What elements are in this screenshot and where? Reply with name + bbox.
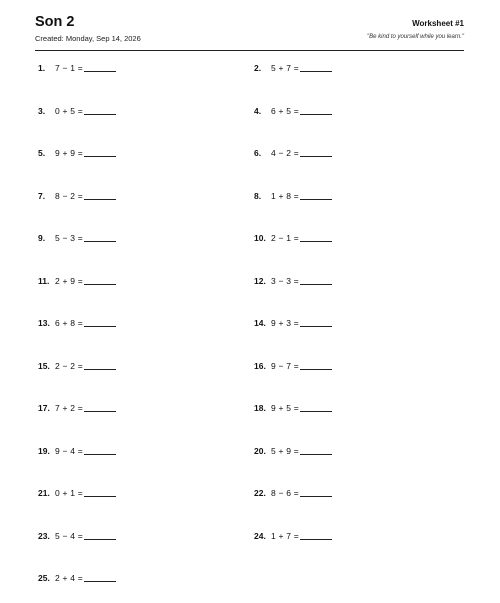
- problem-number: 4.: [254, 105, 262, 116]
- answer-blank: [300, 454, 332, 455]
- problem-number: 10.: [254, 233, 266, 243]
- problem-expression: 7 + 2 =: [55, 403, 83, 413]
- answer-blank: [300, 539, 332, 540]
- problem-item: [38, 488, 116, 498]
- worksheet-quote: "Be kind to yourself while you learn.": [367, 34, 464, 40]
- problem-item: [38, 318, 116, 328]
- problem-item: [38, 403, 116, 413]
- answer-blank: [300, 71, 332, 72]
- answer-blank: [300, 496, 332, 497]
- problem-expression: 5 + 9 =: [271, 445, 299, 456]
- problem-expression: 2 + 9 =: [55, 275, 83, 286]
- answer-blank: [84, 156, 116, 157]
- problem-number: 3.: [38, 105, 46, 116]
- problem-expression: 5 − 4 =: [55, 530, 83, 541]
- answer-blank: [84, 454, 116, 455]
- problem-number: 23.: [38, 530, 50, 541]
- problem-item: [254, 63, 332, 73]
- problem-expression: 2 − 2 =: [55, 360, 83, 371]
- problem-item: [38, 106, 116, 116]
- answer-blank: [84, 411, 116, 412]
- problem-expression: 0 + 1 =: [55, 488, 83, 498]
- answer-blank: [84, 496, 116, 497]
- answer-blank: [300, 199, 332, 200]
- problem-number: 16.: [254, 360, 266, 371]
- problem-number: 17.: [38, 403, 50, 413]
- problem-expression: 1 + 7 =: [271, 530, 299, 541]
- problem-number: 13.: [38, 318, 50, 328]
- problem-expression: 3 − 3 =: [271, 275, 299, 286]
- page-title: Son 2: [35, 14, 75, 30]
- answer-blank: [84, 284, 116, 285]
- answer-blank: [300, 156, 332, 157]
- problem-item: [254, 276, 332, 286]
- answer-blank: [300, 241, 332, 242]
- problem-item: [254, 191, 332, 201]
- problem-number: 14.: [254, 318, 266, 328]
- problem-expression: 8 − 2 =: [55, 190, 83, 201]
- problem-expression: 9 − 4 =: [55, 445, 83, 456]
- problem-expression: 7 − 1 =: [55, 63, 83, 73]
- problem-expression: 2 + 4 =: [55, 573, 83, 583]
- problem-item: [254, 446, 332, 456]
- problem-expression: 9 + 3 =: [271, 318, 299, 328]
- problem-number: 6.: [254, 148, 262, 158]
- problem-item: [254, 403, 332, 413]
- answer-blank: [84, 241, 116, 242]
- answer-blank: [300, 411, 332, 412]
- problem-item: [38, 446, 116, 456]
- problem-number: 1.: [38, 63, 46, 73]
- problem-expression: 6 + 5 =: [271, 105, 299, 116]
- problem-expression: 9 + 9 =: [55, 148, 83, 158]
- answer-blank: [300, 284, 332, 285]
- answer-blank: [84, 114, 116, 115]
- answer-blank: [300, 369, 332, 370]
- problem-item: [38, 63, 116, 73]
- answer-blank: [84, 581, 116, 582]
- problem-number: 2.: [254, 63, 262, 73]
- problem-item: [38, 531, 116, 541]
- problem-item: [38, 361, 116, 371]
- problem-item: [38, 233, 116, 243]
- problem-expression: 4 − 2 =: [271, 148, 299, 158]
- problem-item: [254, 318, 332, 328]
- problem-item: [38, 276, 116, 286]
- problem-number: 24.: [254, 530, 266, 541]
- problem-item: [254, 488, 332, 498]
- problem-expression: 9 − 7 =: [271, 360, 299, 371]
- answer-blank: [84, 71, 116, 72]
- answer-blank: [300, 326, 332, 327]
- problem-item: [38, 573, 116, 583]
- problem-number: 8.: [254, 190, 262, 201]
- problem-number: 9.: [38, 233, 46, 243]
- answer-blank: [84, 199, 116, 200]
- problem-expression: 5 − 3 =: [55, 233, 83, 243]
- problem-number: 7.: [38, 190, 46, 201]
- problem-item: [254, 148, 332, 158]
- created-date: Created: Monday, Sep 14, 2026: [35, 34, 141, 43]
- problem-item: [38, 191, 116, 201]
- problem-number: 5.: [38, 148, 46, 158]
- problem-item: [254, 233, 332, 243]
- problem-expression: 6 + 8 =: [55, 318, 83, 328]
- answer-blank: [300, 114, 332, 115]
- answer-blank: [84, 326, 116, 327]
- problem-number: 18.: [254, 403, 266, 413]
- problem-number: 19.: [38, 445, 50, 456]
- worksheet-label: Worksheet #1: [412, 19, 464, 28]
- problem-number: 11.: [38, 275, 50, 286]
- problem-expression: 8 − 6 =: [271, 488, 299, 498]
- problem-number: 15.: [38, 360, 50, 371]
- problem-expression: 9 + 5 =: [271, 403, 299, 413]
- problem-expression: 0 + 5 =: [55, 105, 83, 116]
- problem-item: [254, 361, 332, 371]
- problem-item: [254, 531, 332, 541]
- problem-item: [254, 106, 332, 116]
- problem-expression: 5 + 7 =: [271, 63, 299, 73]
- answer-blank: [84, 539, 116, 540]
- problem-number: 22.: [254, 488, 266, 498]
- problem-expression: 1 + 8 =: [271, 190, 299, 201]
- problem-number: 12.: [254, 275, 266, 286]
- answer-blank: [84, 369, 116, 370]
- problem-number: 25.: [38, 573, 50, 583]
- problem-number: 20.: [254, 445, 266, 456]
- problem-expression: 2 − 1 =: [271, 233, 299, 243]
- problem-item: [38, 148, 116, 158]
- problem-number: 21.: [38, 488, 50, 498]
